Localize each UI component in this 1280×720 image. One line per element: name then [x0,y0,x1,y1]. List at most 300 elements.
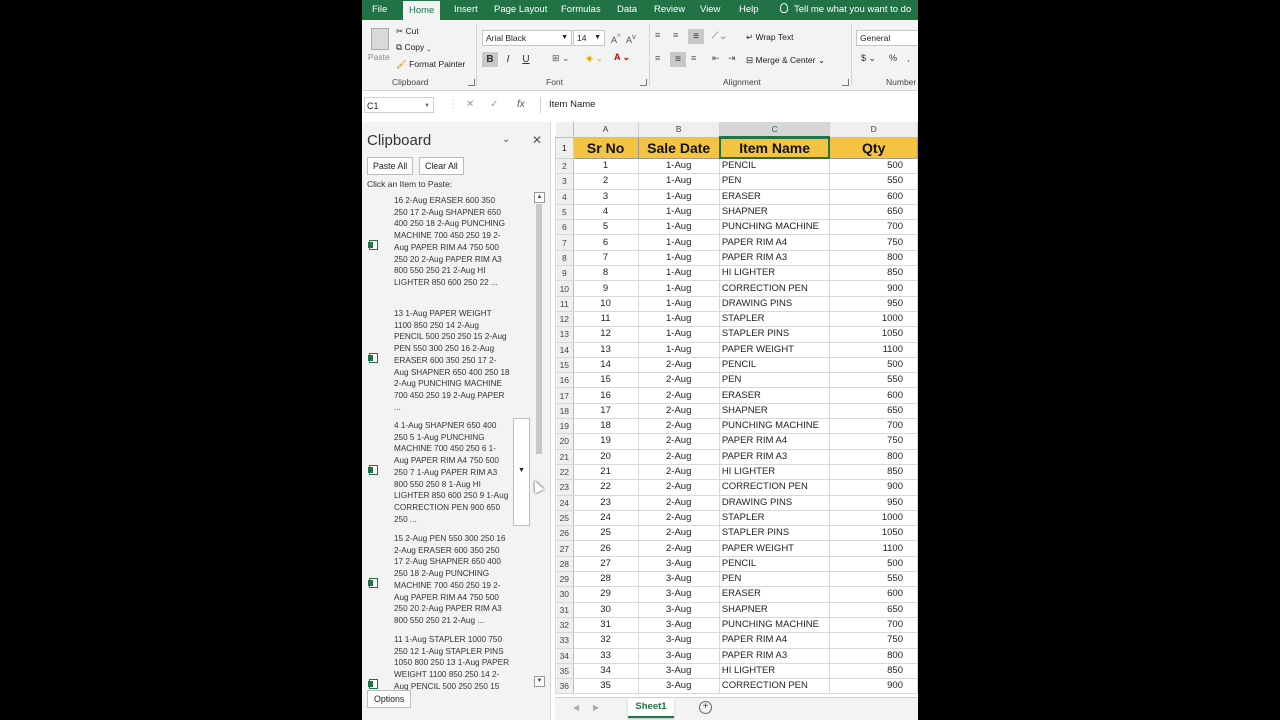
cell-item-name[interactable]: ERASER [719,189,830,204]
excel-icon [369,465,378,475]
cell-item-name[interactable]: PEN [719,572,830,587]
tab-data[interactable]: Data [617,4,638,15]
bold-button[interactable]: B [482,52,498,67]
cell-item-name[interactable]: PUNCHING MACHINE [719,419,830,434]
name-box-value: C1 [367,101,379,111]
cell-qty[interactable]: 800 [830,648,918,663]
cell-qty[interactable]: 500 [830,357,918,372]
table-row [556,220,918,235]
table-row [556,311,918,326]
cell-sale-date[interactable]: 2-Aug [638,541,719,556]
cell-sale-date[interactable]: 3-Aug [638,648,719,663]
cell-qty[interactable]: 850 [830,266,918,281]
cell-item-name[interactable]: PAPER RIM A4 [719,434,830,449]
header-cell-sale-date[interactable]: Sale Date [638,137,719,159]
cell-sr-no[interactable]: 28 [573,572,638,587]
row-header[interactable]: 19 [556,419,574,434]
row-header[interactable]: 26 [556,526,574,541]
table-row [556,434,918,449]
cell-qty[interactable]: 1000 [830,311,918,326]
cell-sr-no[interactable]: 19 [573,434,638,449]
row-header[interactable]: 6 [556,220,574,235]
cell-qty[interactable]: 700 [830,617,918,632]
cell-sale-date[interactable]: 1-Aug [638,174,719,189]
currency-icon: $ [861,53,867,63]
row-header[interactable]: 30 [556,587,574,602]
cell-sr-no[interactable]: 33 [573,648,638,663]
table-row [556,388,918,403]
cell-item-name[interactable]: SHAPNER [719,403,830,418]
cell-qty[interactable]: 650 [830,204,918,219]
add-sheet-icon[interactable]: + [699,701,712,714]
paste-button[interactable] [368,26,390,68]
table-row [556,159,918,174]
cell-sr-no[interactable]: 9 [573,281,638,296]
table-row [556,403,918,418]
row-header[interactable]: 18 [556,403,574,418]
cell-sr-no[interactable]: 30 [573,602,638,617]
cell-sale-date[interactable]: 2-Aug [638,419,719,434]
excel-icon [369,578,378,588]
worksheet-grid[interactable] [555,122,918,696]
row-header[interactable]: 31 [556,602,574,617]
wrap-text-button[interactable] [746,32,793,43]
cell-item-name[interactable]: PUNCHING MACHINE [719,617,830,632]
sheet-tab-bar [555,697,918,720]
cell-sale-date[interactable]: 3-Aug [638,587,719,602]
cell-sale-date[interactable]: 1-Aug [638,327,719,342]
row-header[interactable]: 23 [556,480,574,495]
cell-qty[interactable]: 550 [830,174,918,189]
tab-help[interactable]: Help [739,4,759,15]
cell-item-name[interactable]: SHAPNER [719,602,830,617]
align-center-icon[interactable]: ≡ [670,52,686,67]
excel-icon [369,240,378,250]
cell-qty[interactable]: 1100 [830,342,918,357]
formula-bar [362,94,918,116]
tab-home[interactable]: Home [403,1,440,20]
currency-button[interactable]: $ ⌄ [861,53,877,63]
row-header[interactable]: 14 [556,342,574,357]
cell-sale-date[interactable]: 3-Aug [638,679,719,694]
tab-view[interactable]: View [700,4,721,15]
clear-all-button[interactable]: Clear All [419,157,464,175]
cell-item-name[interactable]: DRAWING PINS [719,296,830,311]
cell-sale-date[interactable]: 3-Aug [638,617,719,632]
cell-qty[interactable]: 1050 [830,526,918,541]
cell-item-name[interactable]: STAPLER PINS [719,526,830,541]
header-row [556,137,918,159]
cell-sr-no[interactable]: 11 [573,311,638,326]
clipboard-item-list [362,192,532,690]
cell-sale-date[interactable]: 2-Aug [638,480,719,495]
scissors-icon: ✂ [396,26,406,36]
row-header[interactable]: 10 [556,281,574,296]
cell-sale-date[interactable]: 2-Aug [638,464,719,479]
insert-function-icon[interactable]: fx [517,99,525,110]
cell-sr-no[interactable]: 20 [573,449,638,464]
cell-item-name[interactable]: SHAPNER [719,204,830,219]
table-row [556,541,918,556]
cell-sr-no[interactable]: 24 [573,510,638,525]
table-row [556,617,918,632]
cell-qty[interactable]: 750 [830,434,918,449]
cell-sr-no[interactable]: 31 [573,617,638,632]
cell-sale-date[interactable]: 3-Aug [638,633,719,648]
row-header[interactable]: 13 [556,327,574,342]
cell-item-name[interactable]: CORRECTION PEN [719,281,830,296]
pane-title: Clipboard [367,132,432,149]
cell-sr-no[interactable]: 12 [573,327,638,342]
percent-button[interactable]: % [889,53,898,63]
row-header[interactable]: 5 [556,204,574,219]
cell-qty[interactable]: 550 [830,572,918,587]
underline-button[interactable]: U [522,54,530,65]
cell-qty[interactable]: 950 [830,495,918,510]
cell-sr-no[interactable]: 4 [573,204,638,219]
font-size-select[interactable] [573,30,605,46]
cell-item-name[interactable]: STAPLER [719,510,830,525]
cell-qty[interactable]: 550 [830,373,918,388]
merge-center-button[interactable]: ⊟ Merge & Center ⌄ [746,55,825,65]
cell-qty[interactable]: 650 [830,403,918,418]
orientation-icon[interactable]: ⟋ ⌄ [712,30,726,40]
cell-sale-date[interactable]: 2-Aug [638,510,719,525]
chevron-down-icon: ▼ [561,34,568,41]
cell-item-name[interactable]: ERASER [719,388,830,403]
clipboard-launcher-icon[interactable] [468,79,475,86]
header-cell-qty[interactable]: Qty [830,137,918,159]
cut-button[interactable] [396,26,419,37]
cell-sr-no[interactable]: 23 [573,495,638,510]
row-header[interactable]: 32 [556,617,574,632]
cell-sr-no[interactable]: 26 [573,541,638,556]
cell-item-name[interactable]: HI LIGHTER [719,464,830,479]
wrap-text-icon: ↵ [746,32,756,42]
cell-qty[interactable]: 1050 [830,327,918,342]
cell-qty[interactable]: 900 [830,679,918,694]
cell-sale-date[interactable]: 1-Aug [638,281,719,296]
sheet-tab[interactable]: Sheet1 [628,698,674,718]
cell-sr-no[interactable]: 25 [573,526,638,541]
next-sheet-icon[interactable]: ▶ [593,703,600,712]
decrease-font-icon[interactable]: $A^v$ [626,32,636,45]
cell-item-name[interactable]: HI LIGHTER [719,663,830,678]
cell-item-name[interactable]: ERASER [719,587,830,602]
cell-item-name[interactable]: PUNCHING MACHINE [719,220,830,235]
tab-formulas[interactable]: Formulas [561,4,601,15]
table-row [556,556,918,571]
sheet-table [555,122,918,694]
header-cell-item-name[interactable]: Item Name [719,137,830,159]
cell-sale-date[interactable]: 3-Aug [638,556,719,571]
cell-sr-no[interactable]: 13 [573,342,638,357]
table-row [556,587,918,602]
cell-sale-date[interactable]: 3-Aug [638,663,719,678]
row-header[interactable]: 33 [556,633,574,648]
cell-qty[interactable]: 600 [830,388,918,403]
cell-sale-date[interactable]: 1-Aug [638,311,719,326]
cell-sale-date[interactable]: 1-Aug [638,204,719,219]
number-format-select[interactable] [856,30,918,46]
pane-scrollbar[interactable] [533,192,544,688]
enter-icon[interactable]: ✓ [490,99,499,110]
italic-button[interactable]: I [506,54,510,65]
cell-sr-no[interactable]: 34 [573,663,638,678]
divider [851,24,852,86]
table-row [556,281,918,296]
paste-icon [371,28,389,50]
align-middle-icon[interactable]: ≡ [673,30,679,40]
row-header[interactable]: 2 [556,159,574,174]
cell-sale-date[interactable]: 1-Aug [638,296,719,311]
cell-sale-date[interactable]: 3-Aug [638,572,719,587]
cell-item-name[interactable]: DRAWING PINS [719,495,830,510]
cell-item-name[interactable]: PAPER WEIGHT [719,541,830,556]
name-box[interactable] [364,97,434,113]
row-header[interactable]: 27 [556,541,574,556]
borders-icon[interactable]: ⊞ ⌄ [552,53,570,63]
row-header[interactable]: 11 [556,296,574,311]
cell-sr-no[interactable]: 10 [573,296,638,311]
comma-button[interactable]: , [907,53,910,63]
clipboard-hint: Click an Item to Paste: [367,179,453,189]
cell-sale-date[interactable]: 2-Aug [638,373,719,388]
copy-label: Copy [404,42,425,52]
cell-qty[interactable]: 850 [830,464,918,479]
cell-sr-no[interactable]: 8 [573,266,638,281]
options-button[interactable]: Options [367,690,411,708]
cell-qty[interactable]: 600 [830,587,918,602]
cell-item-name[interactable]: PEN [719,174,830,189]
cell-item-name[interactable]: HI LIGHTER [719,266,830,281]
tab-file[interactable]: File [372,4,388,15]
column-header-c[interactable]: C [719,122,830,137]
paste-label: Paste [368,52,390,62]
cell-qty[interactable]: 850 [830,663,918,678]
row-header[interactable]: 15 [556,357,574,372]
font-group-label: Font [546,77,564,87]
cell-sale-date[interactable]: 2-Aug [638,357,719,372]
close-icon[interactable]: ✕ [532,133,543,147]
divider [649,24,650,86]
cell-item-name[interactable]: PENCIL [719,357,830,372]
cell-qty[interactable]: 500 [830,556,918,571]
row-header[interactable]: 17 [556,388,574,403]
item-dropdown-button[interactable] [513,418,530,526]
increase-font-icon[interactable]: A^ [611,32,621,45]
cell-qty[interactable]: 800 [830,250,918,265]
cell-qty[interactable]: 1000 [830,510,918,525]
table-row [556,572,918,587]
cell-sale-date[interactable]: 2-Aug [638,388,719,403]
cell-sr-no[interactable]: 27 [573,556,638,571]
cell-qty[interactable]: 900 [830,480,918,495]
number-group-label: Number [886,77,917,87]
row-header[interactable]: 36 [556,679,574,694]
cell-sr-no[interactable]: 21 [573,464,638,479]
table-row [556,204,918,219]
cell-item-name[interactable]: PAPER RIM A3 [719,648,830,663]
cell-qty[interactable]: 700 [830,220,918,235]
wrap-text-label: Wrap Text [755,32,794,42]
cell-item-name[interactable]: CORRECTION PEN [719,679,830,694]
alignment-launcher-icon[interactable] [842,79,849,86]
row-header[interactable]: 24 [556,495,574,510]
cell-qty[interactable]: 700 [830,419,918,434]
cell-sale-date[interactable]: 1-Aug [638,266,719,281]
cell-sale-date[interactable]: 1-Aug [638,220,719,235]
row-header[interactable]: 16 [556,373,574,388]
cell-sr-no[interactable]: 18 [573,419,638,434]
cell-sale-date[interactable]: 2-Aug [638,526,719,541]
tab-page-layout[interactable]: Page Layout [494,4,548,15]
excel-window [362,0,918,720]
cell-sale-date[interactable]: 1-Aug [638,235,719,250]
cell-qty[interactable]: 800 [830,449,918,464]
row-header[interactable]: 4 [556,189,574,204]
cell-sale-date[interactable]: 1-Aug [638,250,719,265]
align-top-icon[interactable]: ≡ [655,30,661,40]
header-cell-sr-no[interactable]: Sr No [573,137,638,159]
cell-sr-no[interactable]: 3 [573,189,638,204]
cell-item-name[interactable]: PAPER WEIGHT [719,342,830,357]
lightbulb-icon [780,3,788,13]
cell-sale-date[interactable]: 2-Aug [638,403,719,418]
cell-item-name[interactable]: PENCIL [719,159,830,174]
cancel-icon[interactable]: ✕ [466,99,475,110]
table-row [556,266,918,281]
cell-qty[interactable]: 600 [830,189,918,204]
cell-qty[interactable]: 500 [830,159,918,174]
cell-qty[interactable]: 650 [830,602,918,617]
table-row [556,235,918,250]
cell-item-name[interactable]: PEN [719,373,830,388]
column-header-d[interactable]: D [830,122,918,137]
align-right-icon[interactable]: ≡ [691,53,697,63]
vertical-dots-icon: ⋮ [448,99,458,110]
cell-sale-date[interactable]: 2-Aug [638,434,719,449]
tell-me-search[interactable] [780,0,911,20]
chevron-down-icon[interactable]: ⌄ [502,134,511,145]
column-header-a[interactable]: A [573,122,638,137]
cell-sr-no[interactable]: 29 [573,587,638,602]
cell-sr-no[interactable]: 1 [573,159,638,174]
cell-item-name[interactable]: PAPER RIM A4 [719,235,830,250]
cell-item-name[interactable]: PAPER RIM A3 [719,449,830,464]
table-row [556,648,918,663]
prev-sheet-icon[interactable]: ◀ [573,703,580,712]
cell-sale-date[interactable]: 1-Aug [638,342,719,357]
cell-qty[interactable]: 900 [830,281,918,296]
scroll-thumb[interactable] [536,204,542,454]
row-header[interactable]: 8 [556,250,574,265]
row-header[interactable]: 28 [556,556,574,571]
format-painter-label: Format Painter [409,59,466,69]
row-header[interactable]: 20 [556,434,574,449]
format-painter-button[interactable] [396,59,465,70]
column-header-b[interactable]: B [638,122,719,137]
align-bottom-icon[interactable]: ≡ [688,29,704,44]
cell-qty[interactable]: 750 [830,235,918,250]
cell-item-name[interactable]: PAPER RIM A4 [719,633,830,648]
font-name-select[interactable] [482,30,572,46]
decrease-indent-icon[interactable]: ⇤ [712,53,720,63]
increase-indent-icon[interactable]: ⇥ [728,53,736,63]
cell-qty[interactable]: 1100 [830,541,918,556]
cell-sr-no[interactable]: 16 [573,388,638,403]
row-header[interactable]: 34 [556,648,574,663]
clipboard-item-text: 4 1-Aug SHAPNER 650 400 250 5 1-Aug PUNCHING MACHINE 700 450 250 6 1-Aug PAPER RIM A4 750 500 250 7 1-Aug PAPER RIM A3 800 550 250 8 1-Aug HI LIGHTER 850 600 250 9 1-Aug CORRECTION PEN 900 650 250 ... [394,421,509,524]
paste-all-button[interactable]: Paste All [367,157,413,175]
cell-item-name[interactable]: STAPLER [719,311,830,326]
table-row [556,495,918,510]
font-color-icon[interactable]: A ⌄ [614,52,631,62]
cell-sale-date[interactable]: 2-Aug [638,449,719,464]
cell-item-name[interactable]: STAPLER PINS [719,327,830,342]
row-header[interactable]: 7 [556,235,574,250]
cell-qty[interactable]: 750 [830,633,918,648]
table-row [556,419,918,434]
ribbon-tab-bar [362,0,918,20]
tab-insert[interactable]: Insert [454,4,478,15]
cell-sale-date[interactable]: 2-Aug [638,495,719,510]
cell-sr-no[interactable]: 7 [573,250,638,265]
row-header[interactable]: 12 [556,311,574,326]
cell-sr-no[interactable]: 15 [573,373,638,388]
cell-sr-no[interactable]: 32 [573,633,638,648]
fill-color-icon[interactable]: ◈ ⌄ [586,53,603,63]
font-launcher-icon[interactable] [640,79,647,86]
cell-sale-date[interactable]: 1-Aug [638,159,719,174]
row-header[interactable]: 25 [556,510,574,525]
table-row [556,327,918,342]
cell-sr-no[interactable]: 22 [573,480,638,495]
scroll-up-icon[interactable]: ▲ [534,192,545,203]
cell-sr-no[interactable]: 35 [573,679,638,694]
align-left-icon[interactable]: ≡ [655,53,661,63]
cell-sr-no[interactable]: 5 [573,220,638,235]
cell-sr-no[interactable]: 17 [573,403,638,418]
cell-sr-no[interactable]: 14 [573,357,638,372]
formula-input[interactable]: Item Name [540,97,918,113]
cell-item-name[interactable]: PAPER RIM A3 [719,250,830,265]
table-row [556,526,918,541]
cell-item-name[interactable]: CORRECTION PEN [719,480,830,495]
select-all-corner[interactable] [556,122,574,137]
cell-sr-no[interactable]: 6 [573,235,638,250]
row-header[interactable]: 29 [556,572,574,587]
cell-item-name[interactable]: PENCIL [719,556,830,571]
cell-sale-date[interactable]: 1-Aug [638,189,719,204]
table-row [556,480,918,495]
scroll-down-icon[interactable]: ▼ [534,676,545,687]
copy-button[interactable]: ⧉ Copy ⌄ [396,42,431,52]
cell-sr-no[interactable]: 2 [573,174,638,189]
table-row [556,464,918,479]
font-size-value: 14 [577,33,587,43]
row-header[interactable]: 35 [556,663,574,678]
row-header[interactable]: 3 [556,174,574,189]
table-row [556,250,918,265]
tab-review[interactable]: Review [654,4,686,15]
row-header[interactable]: 1 [556,137,574,159]
row-header[interactable]: 9 [556,266,574,281]
row-header[interactable]: 22 [556,464,574,479]
cell-sale-date[interactable]: 3-Aug [638,602,719,617]
cell-qty[interactable]: 950 [830,296,918,311]
row-header[interactable]: 21 [556,449,574,464]
